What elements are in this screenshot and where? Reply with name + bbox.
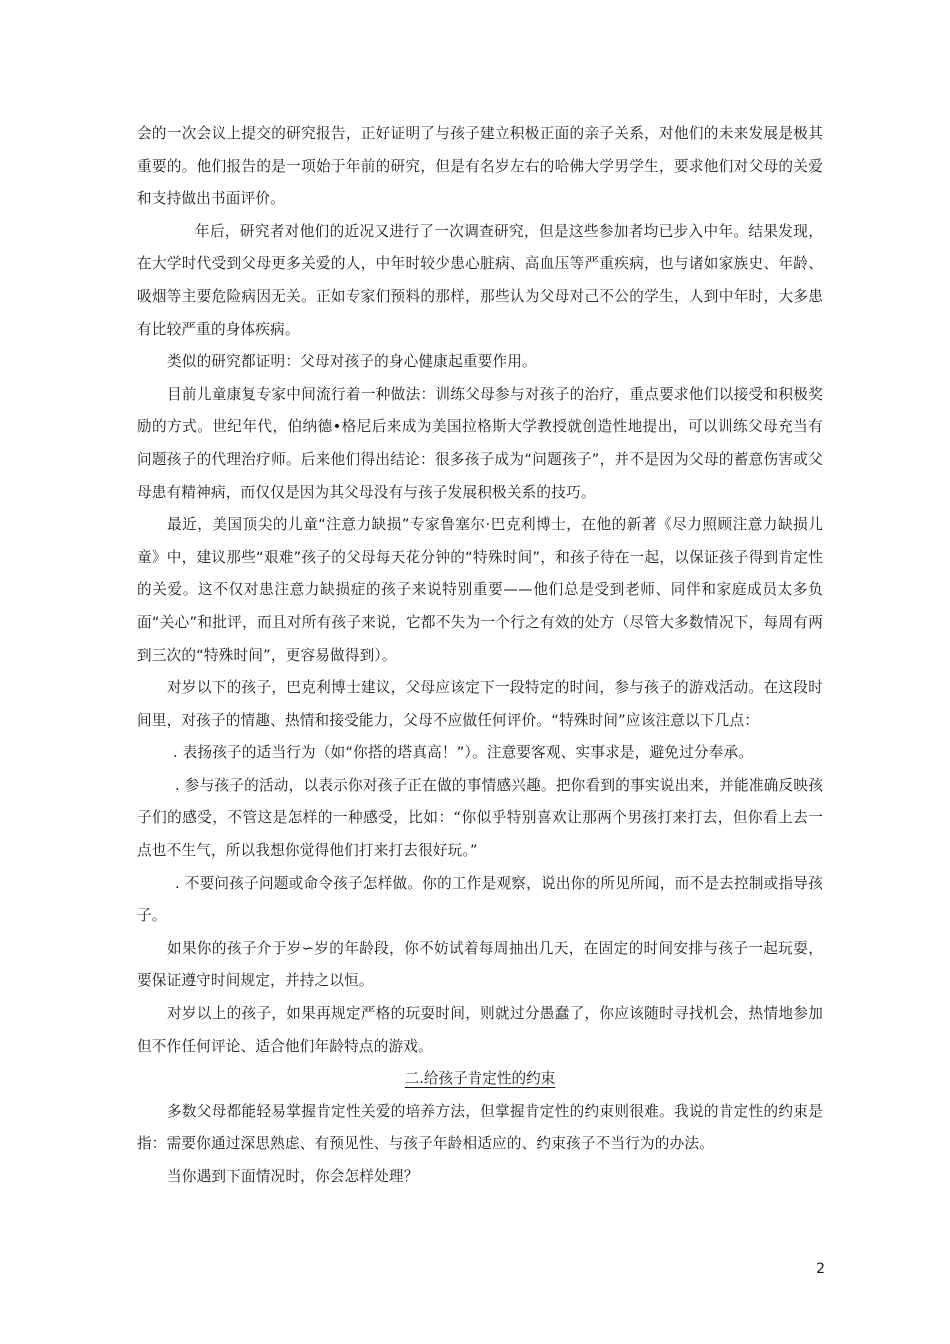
paragraph-follow-up-study: 年后，研究者对他们的近况又进行了一次调查研究，但是这些参加者均已步入中年。结果发现，在大学时代受到父母更多关爱的人，中年时较少患心脏病、高血压等严重疾病，也与诸如家族史、年龄、吸烟等主要危险病因无关。正如专家们预料的那样，那些认为父母对己不公的学生，人到中年时，大多患有比较严重的身体疾病。 xyxy=(137,222,823,338)
paragraph-positive-discipline: 多数父母都能轻易掌握肯定性关爱的培养方法，但掌握肯定性的约束则很难。我说的肯定性的约束是指：需要你通过深思熟虑、有预见性、与孩子年龄相适应的、约束孩子不当行为的办法。 xyxy=(137,1102,823,1153)
paragraph-age-range-playtime: 如果你的孩子介于岁∽岁的年龄段，你不妨试着每周抽出几天，在固定的时间安排与孩子一起玩耍，要保证遵守时间规定，并持之以恒。 xyxy=(137,939,823,990)
paragraph-question: 当你遇到下面情况时，你会怎样处理？ xyxy=(167,1168,419,1185)
list-item-participate: . 参与孩子的活动，以表示你对孩子正在做的事情感兴趣。把你看到的事实说出来，并能准确反映孩子们的感受，不管这是怎样的一种感受，比如：“你似乎特别喜欢让那两个男孩打来打去，但你看上去一点也不生气，所以我想你觉得他们打来打去很好玩。” xyxy=(137,776,823,860)
paragraph-study-report: 会的一次会议上提交的研究报告，正好证明了与孩子建立积极正面的亲子关系，对他们的未来发展是极其重要的。他们报告的是一项始于年前的研究，但是有名岁左右的哈佛大学男学生，要求他们对父母的关爱和支持做出书面评价。 xyxy=(137,125,823,208)
body-text xyxy=(137,118,823,1194)
list-item-no-questions: . 不要问孩子问题或命令孩子怎样做。你的工作是观察，说出你的所见所闻，而不是去控制或指导孩子。 xyxy=(137,874,823,925)
list-item-praise: . 表扬孩子的适当行为（如“你搭的塔真高！”）。注意要客观、实事求是，避免过分奉承。 xyxy=(173,744,754,762)
paragraph-child-rehab: 目前儿童康复专家中间流行着一种做法：训练父母参与对孩子的治疗，重点要求他们以接受和积极奖励的方式。世纪年代，伯纳德•格尼后来成为美国拉格斯大学教授就创造性地提出，可以训练父母充当有问题孩子的代理治疗师。后来他们得出结论：很多孩子成为“问题孩子”，并不是因为父母的蓄意伤害或父母患有精神病，而仅仅是因为其父母没有与孩子发展积极关系的技巧。 xyxy=(137,385,823,501)
paragraph-older-children: 对岁以上的孩子，如果再规定严格的玩耍时间，则就过分愚蠢了，你应该随时寻找机会，热情地参加但不作任何评论、适合他们年龄特点的游戏。 xyxy=(137,1005,823,1055)
page-number: 2 xyxy=(816,1261,825,1277)
paragraph-similar-research: 类似的研究都证明：父母对孩子的身心健康起重要作用。 xyxy=(167,353,537,371)
paragraph-barkley-special-time: 最近，美国顶尖的儿童“注意力缺损”专家鲁塞尔·巴克利博士，在他的新著《尽力照顾注意力缺损儿童》中，建议那些“艰难”孩子的父母每天花分钟的“特殊时间”，和孩子待在一起，以保证孩子得到肯定性的关爱。这不仅对患注意力缺损症的孩子来说特别重要——他们总是受到老师、同伴和家庭成员太多负面“关心”和批评，而且对所有孩子来说，它都不失为一个行之有效的处方（尽管大多数情况下，每周有两到三次的“特殊时间”，更容易做得到）。 xyxy=(137,516,823,664)
section-heading: 二.给孩子肯定性的约束 xyxy=(404,1070,556,1088)
paragraph-under-age-children: 对岁以下的孩子，巴克利博士建议，父母应该定下一段特定的时间，参与孩子的游戏活动。在这段时间里，对孩子的情趣、热情和接受能力，父母不应做任何评价。“特殊时间”应该注意以下几点： xyxy=(137,679,823,729)
